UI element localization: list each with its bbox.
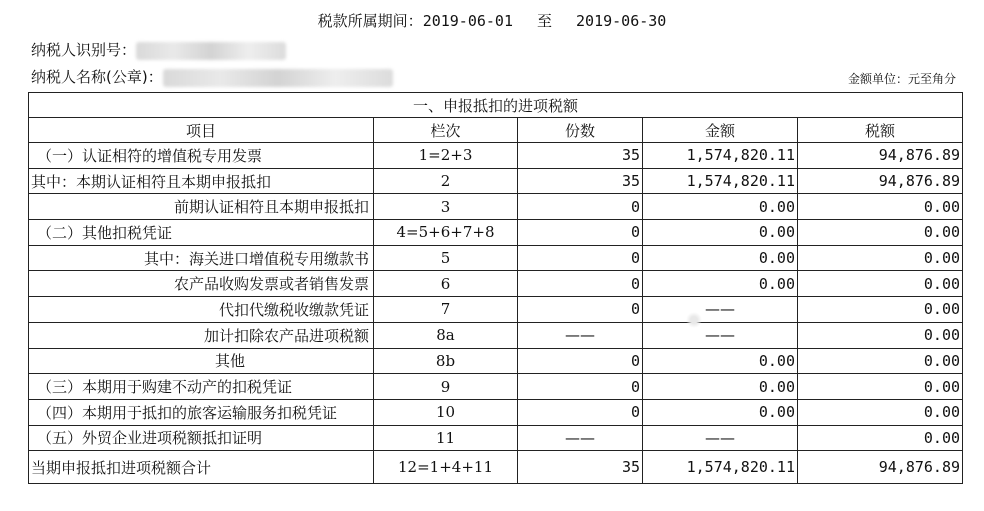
input-tax-table — [28, 92, 963, 484]
row-item: 当期申报抵扣进项税额合计 — [29, 451, 374, 484]
row-amount: —— — [643, 425, 798, 451]
row-code: 2 — [374, 168, 518, 194]
row-tax: 0.00 — [798, 425, 963, 451]
row-tax: 0.00 — [798, 194, 963, 220]
period-start: 2019-06-01 — [422, 12, 513, 30]
table-row — [29, 322, 963, 348]
table-row — [29, 143, 963, 169]
period-separator: 至 — [537, 12, 553, 30]
row-code: 12=1+4+11 — [374, 451, 518, 484]
row-code: 3 — [374, 194, 518, 220]
row-item: 加计扣除农产品进项税额 — [29, 322, 374, 348]
row-count: 0 — [518, 194, 643, 220]
tax-period — [0, 10, 984, 31]
row-amount: —— — [643, 297, 798, 323]
row-item: 其中：本期认证相符且本期申报抵扣 — [29, 168, 374, 194]
row-item: 其中：海关进口增值税专用缴款书 — [29, 245, 374, 271]
row-count: 0 — [518, 348, 643, 374]
row-amount: 0.00 — [643, 374, 798, 400]
row-item: （五）外贸企业进项税额抵扣证明 — [29, 425, 374, 451]
row-count: —— — [518, 322, 643, 348]
table-row — [29, 399, 963, 425]
row-count: 0 — [518, 271, 643, 297]
row-tax: 94,876.89 — [798, 451, 963, 484]
row-code: 10 — [374, 399, 518, 425]
row-item: （四）本期用于抵扣的旅客运输服务扣税凭证 — [29, 399, 374, 425]
col-header-count: 份数 — [518, 118, 643, 143]
table-row — [29, 348, 963, 374]
row-item: （三）本期用于购建不动产的扣税凭证 — [29, 374, 374, 400]
row-tax: 0.00 — [798, 322, 963, 348]
row-count: 0 — [518, 220, 643, 246]
row-code: 9 — [374, 374, 518, 400]
row-tax: 94,876.89 — [798, 168, 963, 194]
col-header-amount: 金额 — [643, 118, 798, 143]
row-amount: 0.00 — [643, 194, 798, 220]
row-item: 农产品收购发票或者销售发票 — [29, 271, 374, 297]
header-row — [29, 118, 963, 143]
period-end: 2019-06-30 — [576, 12, 667, 30]
row-amount: 0.00 — [643, 348, 798, 374]
row-item: 前期认证相符且本期申报抵扣 — [29, 194, 374, 220]
row-count: 0 — [518, 399, 643, 425]
amount-unit-label: 金额单位：元至角分 — [847, 72, 956, 86]
row-item: 代扣代缴税收缴款凭证 — [29, 297, 374, 323]
scan-smudge — [686, 312, 702, 328]
table-row — [29, 297, 963, 323]
row-code: 4=5+6+7+8 — [374, 220, 518, 246]
row-amount: —— — [643, 322, 798, 348]
row-amount: 1,574,820.11 — [643, 451, 798, 484]
row-code: 6 — [374, 271, 518, 297]
row-amount: 0.00 — [643, 245, 798, 271]
row-tax: 0.00 — [798, 399, 963, 425]
row-item: （一）认证相符的增值税专用发票 — [29, 143, 374, 169]
taxpayer-name-line — [31, 66, 393, 87]
row-code: 7 — [374, 297, 518, 323]
table-row — [29, 194, 963, 220]
table-row — [29, 220, 963, 246]
taxpayer-id-redacted — [136, 42, 286, 60]
row-count: 35 — [518, 168, 643, 194]
row-count: 0 — [518, 297, 643, 323]
row-item: （二）其他扣税凭证 — [29, 220, 374, 246]
row-item: 其他 — [29, 348, 374, 374]
table-row — [29, 425, 963, 451]
row-code: 1=2+3 — [374, 143, 518, 169]
table-row — [29, 168, 963, 194]
row-tax: 0.00 — [798, 348, 963, 374]
col-header-code: 栏次 — [374, 118, 518, 143]
col-header-tax: 税额 — [798, 118, 963, 143]
col-header-item: 项目 — [29, 118, 374, 143]
row-code: 11 — [374, 425, 518, 451]
row-count: —— — [518, 425, 643, 451]
taxpayer-name-redacted — [163, 69, 393, 87]
row-count: 35 — [518, 451, 643, 484]
period-label: 税款所属期间： — [317, 12, 423, 30]
row-tax: 94,876.89 — [798, 143, 963, 169]
table-row — [29, 374, 963, 400]
table-row — [29, 271, 963, 297]
row-tax: 0.00 — [798, 297, 963, 323]
row-tax: 0.00 — [798, 245, 963, 271]
row-count: 0 — [518, 245, 643, 271]
row-code: 8a — [374, 322, 518, 348]
row-tax: 0.00 — [798, 374, 963, 400]
row-amount: 0.00 — [643, 271, 798, 297]
row-count: 0 — [518, 374, 643, 400]
section-title: 一、申报抵扣的进项税额 — [29, 93, 963, 118]
row-tax: 0.00 — [798, 220, 963, 246]
taxpayer-name-label: 纳税人名称(公章)： — [31, 68, 163, 86]
row-code: 8b — [374, 348, 518, 374]
row-amount: 0.00 — [643, 220, 798, 246]
section-title-row — [29, 93, 963, 118]
row-amount: 1,574,820.11 — [643, 143, 798, 169]
row-code: 5 — [374, 245, 518, 271]
taxpayer-id-label: 纳税人识别号： — [31, 41, 137, 59]
table-row — [29, 245, 963, 271]
total-row — [29, 451, 963, 484]
row-amount: 1,574,820.11 — [643, 168, 798, 194]
row-tax: 0.00 — [798, 271, 963, 297]
row-count: 35 — [518, 143, 643, 169]
row-amount: 0.00 — [643, 399, 798, 425]
taxpayer-id-line — [31, 39, 286, 60]
